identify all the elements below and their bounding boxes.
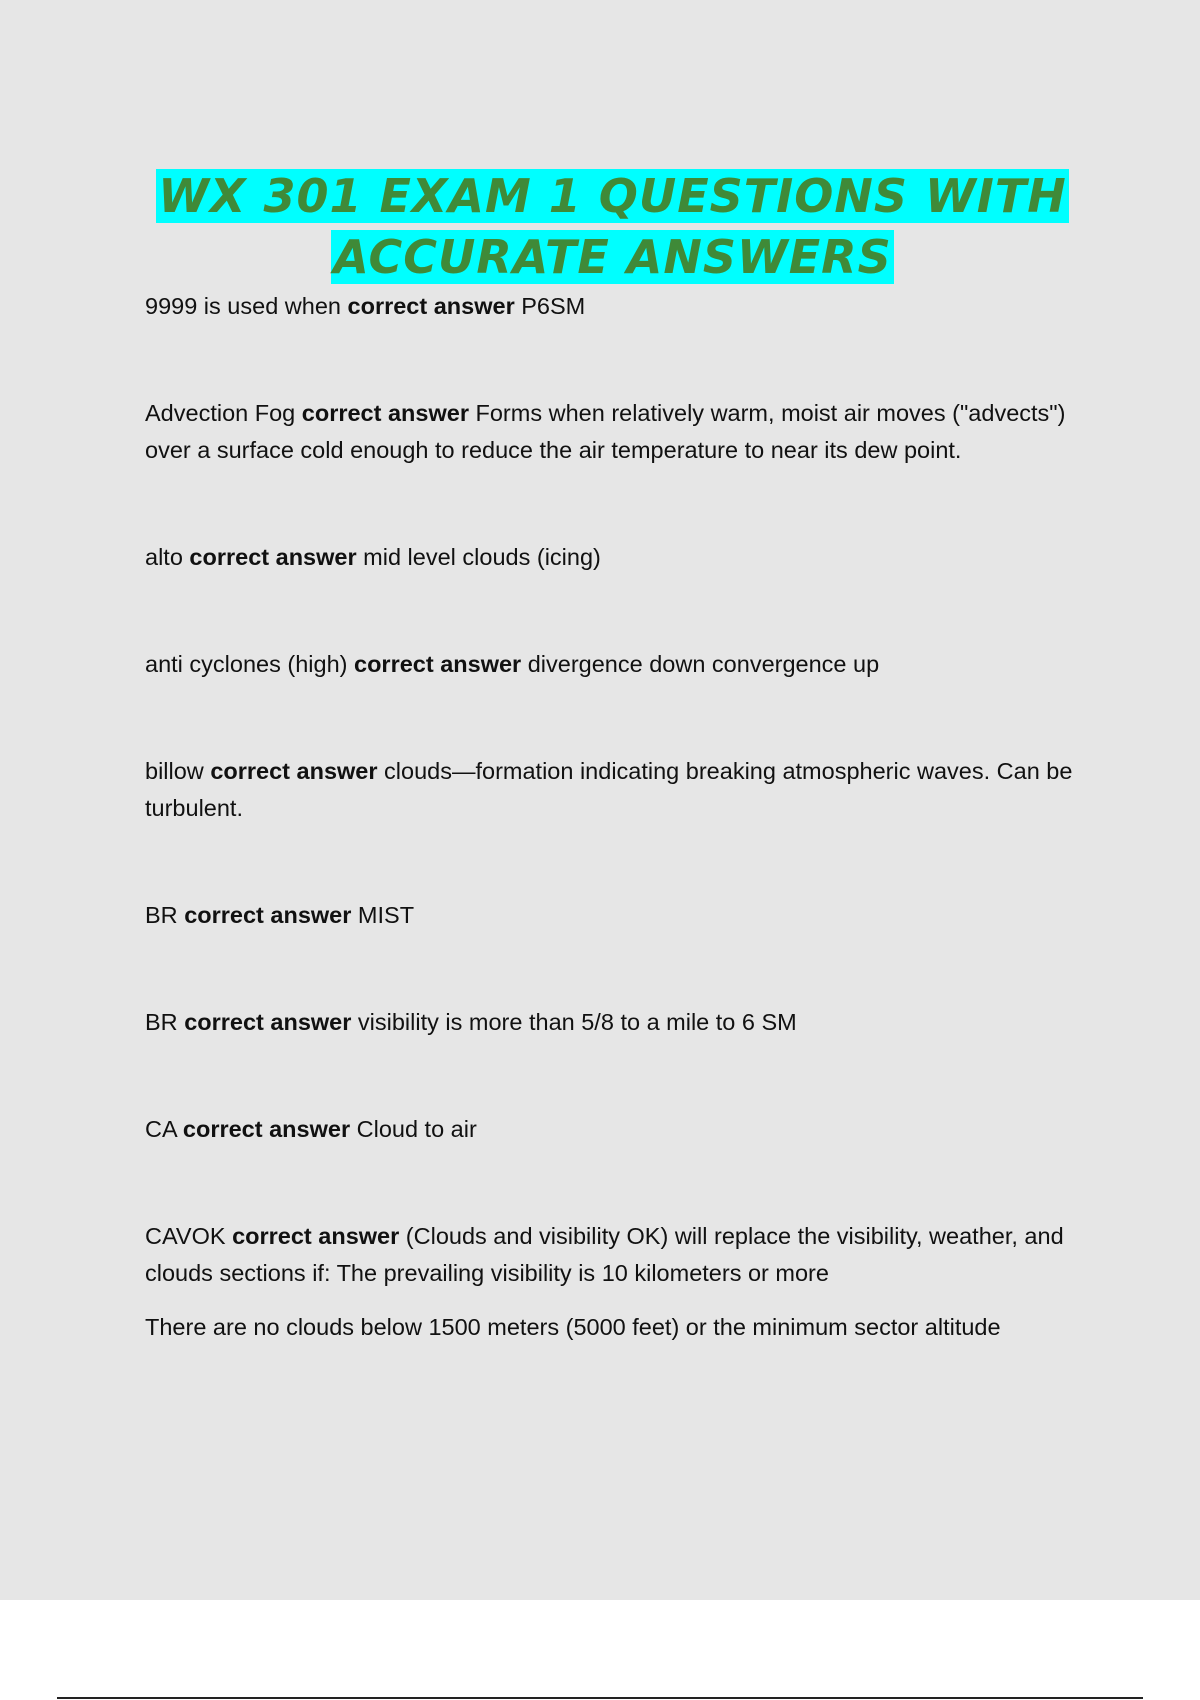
entry-answer: divergence down convergence up [527, 651, 880, 677]
answer-label: correct answer [182, 1116, 351, 1142]
entry-term: CAVOK [145, 1223, 226, 1249]
qa-entry-continuation: There are no clouds below 1500 meters (5000 feet) or the minimum sector altitude [145, 1314, 1001, 1340]
entry-answer: mid level clouds (icing) [363, 544, 601, 570]
qa-entry [145, 539, 1080, 576]
entry-term: billow [145, 758, 204, 784]
qa-entry [145, 1111, 1080, 1148]
answer-label: correct answer [301, 400, 469, 426]
entry-term: alto [145, 544, 183, 570]
entry-answer: MIST [357, 902, 415, 928]
entry-answer: clouds—formation indicating breaking atmospheric waves. Can be turbulent. [145, 758, 1073, 821]
title-line-1: WX 301 EXAM 1 QUESTIONS WITH [158, 169, 1067, 223]
qa-entry [145, 1218, 1080, 1292]
entry-answer: Forms when relatively warm, moist air moves ("advects") over a surface cold enough to reduce the air temperature to near its dew point. [145, 400, 1066, 463]
answer-label: correct answer [347, 293, 515, 319]
entry-term: BR [145, 902, 178, 928]
entry-term: BR [145, 1009, 178, 1035]
qa-entry [145, 288, 1080, 325]
qa-entry [145, 395, 1080, 469]
answer-label: correct answer [210, 758, 378, 784]
entry-answer: (Clouds and visibility OK) will replace the visibility, weather, and clouds sections if: The prevailing visibility is 10 kilometers or more [145, 1223, 1064, 1286]
document-content [145, 166, 1080, 1346]
entry-term: 9999 is used when [145, 293, 341, 319]
answer-label: correct answer [184, 902, 352, 928]
answer-label: correct answer [354, 651, 522, 677]
answer-label: correct answer [189, 544, 357, 570]
entry-term: CA [145, 1116, 177, 1142]
qa-entry [145, 753, 1080, 827]
entry-term: anti cyclones (high) [145, 651, 348, 677]
answer-label: correct answer [232, 1223, 400, 1249]
title-line-2: ACCURATE ANSWERS [333, 230, 892, 284]
answer-label: correct answer [184, 1009, 352, 1035]
entry-answer: P6SM [521, 293, 586, 319]
qa-entry [145, 1004, 1080, 1041]
entry-term: Advection Fog [145, 400, 296, 426]
qa-entry [145, 646, 1080, 683]
document-title [145, 166, 1080, 288]
entry-answer: visibility is more than 5/8 to a mile to 6 SM [357, 1009, 797, 1035]
footer-divider [57, 1697, 1143, 1699]
entry-answer: Cloud to air [356, 1116, 477, 1142]
qa-entry [145, 897, 1080, 934]
